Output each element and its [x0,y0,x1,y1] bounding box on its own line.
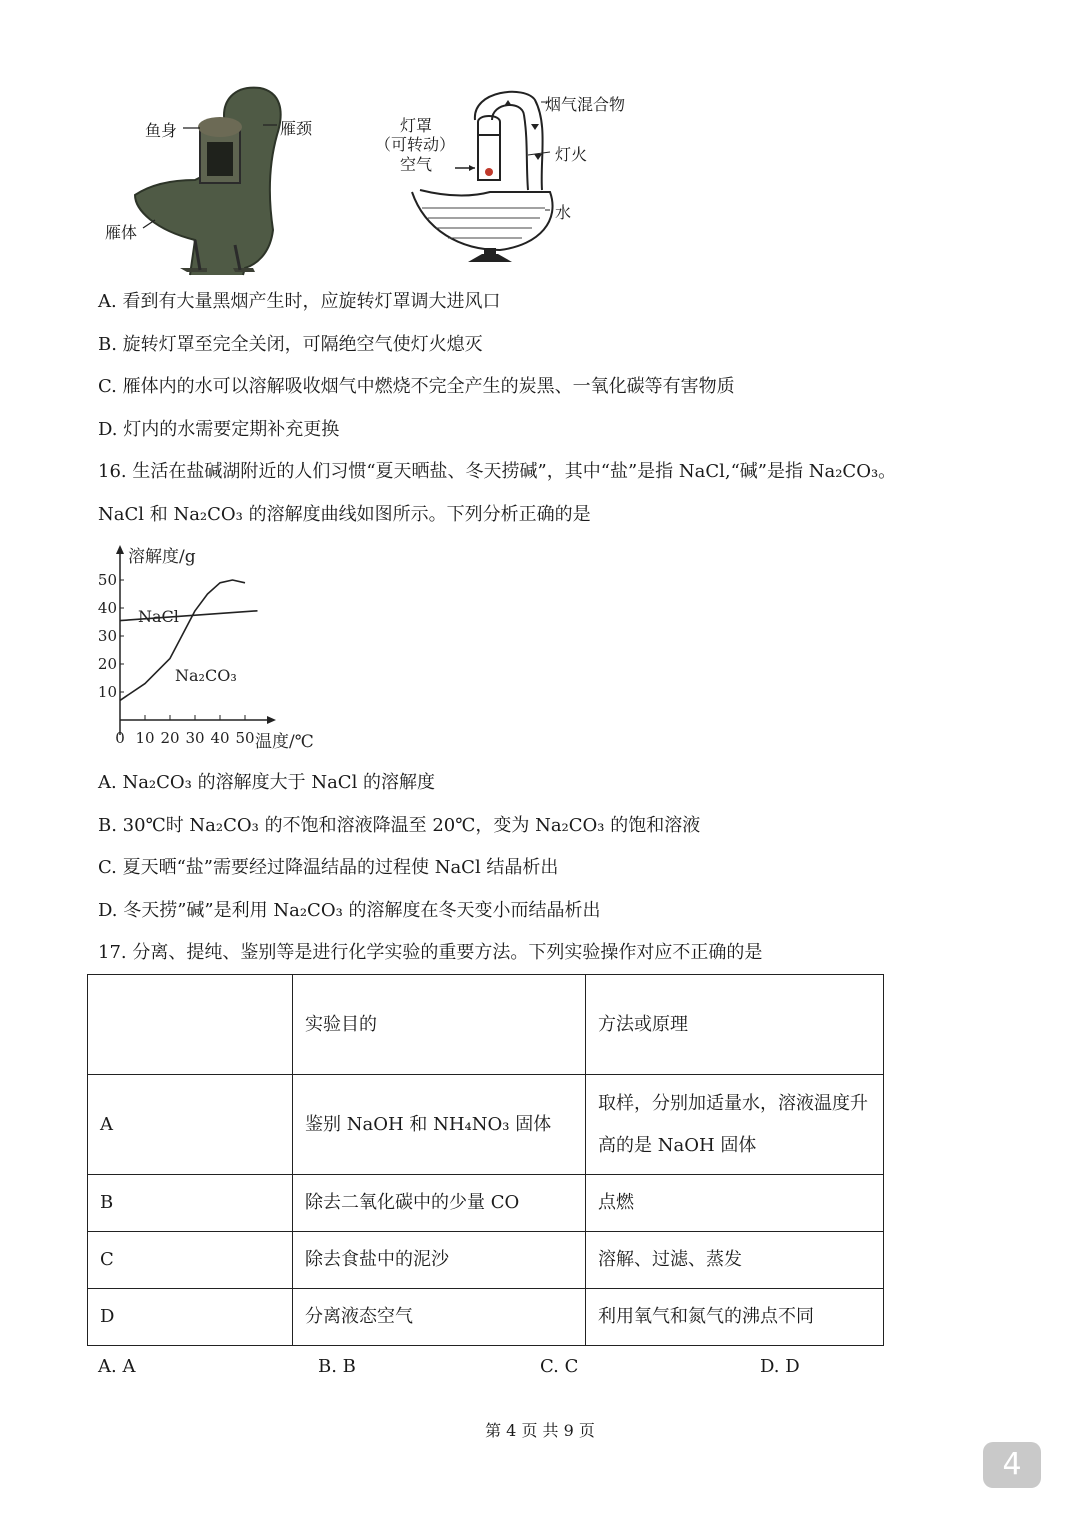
header-cell [88,975,293,1075]
solubility-chart [90,540,330,755]
row-label: A [88,1075,293,1175]
table-header-row [88,975,884,1075]
y-tick-label: 50 [97,571,117,589]
q17-answer-c: C. C [540,1356,579,1377]
x-axis-arrow [267,716,276,724]
q17-stem: 17. 分离、提纯、鉴别等是进行化学实验的重要方法。下列实验操作对应不正确的是 [98,942,763,963]
label-fish-body: 鱼身 [145,121,178,140]
row-method [586,1075,884,1175]
q16-option-c: C. 夏天晒“盐”需要经过降温结晶的过程使 NaCl 结晶析出 [98,857,559,878]
q15-option-d: D. 灯内的水需要定期补充更换 [98,419,340,440]
header-cell: 实验目的 [293,975,586,1075]
row-label: D [88,1289,293,1346]
q17-answer-d: D. D [760,1356,800,1377]
page-number-badge[interactable]: 4 [983,1442,1041,1488]
row-method-line2: 高的是 NaOH 固体 [598,1134,757,1156]
series-label-na2co3: Na₂CO₃ [175,666,237,685]
row-purpose: 鉴别 NaOH 和 NH₄NO₃ 固体 [293,1075,586,1175]
x-axis-label: 温度/℃ [255,732,314,752]
experiment-table [87,974,884,1346]
table-row [88,1289,884,1346]
x-tick-label: 40 [210,729,230,747]
row-purpose: 除去二氧化碳中的少量 CO [293,1175,586,1232]
table-row [88,1075,884,1175]
y-tick-label: 40 [97,599,117,617]
label-goose-body: 雁体 [105,223,138,242]
row-method-line1: 取样，分别加适量水，溶液温度升 [598,1092,868,1114]
q15-option-a: A. 看到有大量黑烟产生时，应旋转灯罩调大进风口 [98,291,501,312]
q17-answer-a: A. A [98,1356,136,1377]
y-tick-label: 30 [97,627,117,645]
q16-stem-line2: NaCl 和 Na₂CO₃ 的溶解度曲线如图所示。下列分析正确的是 [98,504,591,525]
table-row [88,1232,884,1289]
page-footer: 第 4 页 共 9 页 [485,1421,595,1440]
row-purpose: 除去食盐中的泥沙 [293,1232,586,1289]
x-tick-label: 20 [160,729,180,747]
q15-option-b: B. 旋转灯罩至完全关闭，可隔绝空气使灯火熄灭 [98,334,483,355]
q16-option-d: D. 冬天捞”碱”是利用 Na₂CO₃ 的溶解度在冬天变小而结晶析出 [98,900,601,921]
q17-answer-b: B. B [318,1356,356,1377]
y-axis-label: 溶解度/g [128,547,196,567]
label-air: 空气 [400,155,433,174]
label-goose-neck: 雁颈 [280,119,313,138]
row-label: B [88,1175,293,1232]
x-tick-label: 30 [185,729,205,747]
header-cell: 方法或原理 [586,975,884,1075]
row-label: C [88,1232,293,1289]
label-water: 水 [555,203,572,222]
table-row [88,1175,884,1232]
q16-stem-line1: 16. 生活在盐碱湖附近的人们习惯“夏天晒盐、冬天捞碱”，其中“盐”是指 NaCl,“碱”是指 Na₂CO₃。 [98,461,897,482]
label-flame: 灯火 [555,145,588,164]
q16-option-a: A. Na₂CO₃ 的溶解度大于 NaCl 的溶解度 [98,772,436,793]
row-purpose: 分离液态空气 [293,1289,586,1346]
q15-option-c: C. 雁体内的水可以溶解吸收烟气中燃烧不完全产生的炭黑、一氧化碳等有害物质 [98,376,735,397]
label-shade-rotatable: （可转动） [375,135,456,154]
goose-lamp-photo [95,80,335,280]
x-tick-label: 50 [235,729,255,747]
y-tick-label: 20 [97,655,117,673]
y-axis-arrow [116,545,124,554]
label-lamp-shade: 灯罩 [400,116,433,135]
x-tick-label: 0 [115,729,125,747]
q16-option-b: B. 30℃时 Na₂CO₃ 的不饱和溶液降温至 20℃，变为 Na₂CO₃ 的饱和溶液 [98,815,701,836]
x-tick-label: 10 [135,729,155,747]
y-tick-label: 10 [97,683,117,701]
row-method: 利用氧气和氮气的沸点不同 [586,1289,884,1346]
label-smoke-mixture: 烟气混合物 [545,95,626,114]
series-label-nacl: NaCl [138,607,179,626]
row-method: 溶解、过滤、蒸发 [586,1232,884,1289]
row-method: 点燃 [586,1175,884,1232]
